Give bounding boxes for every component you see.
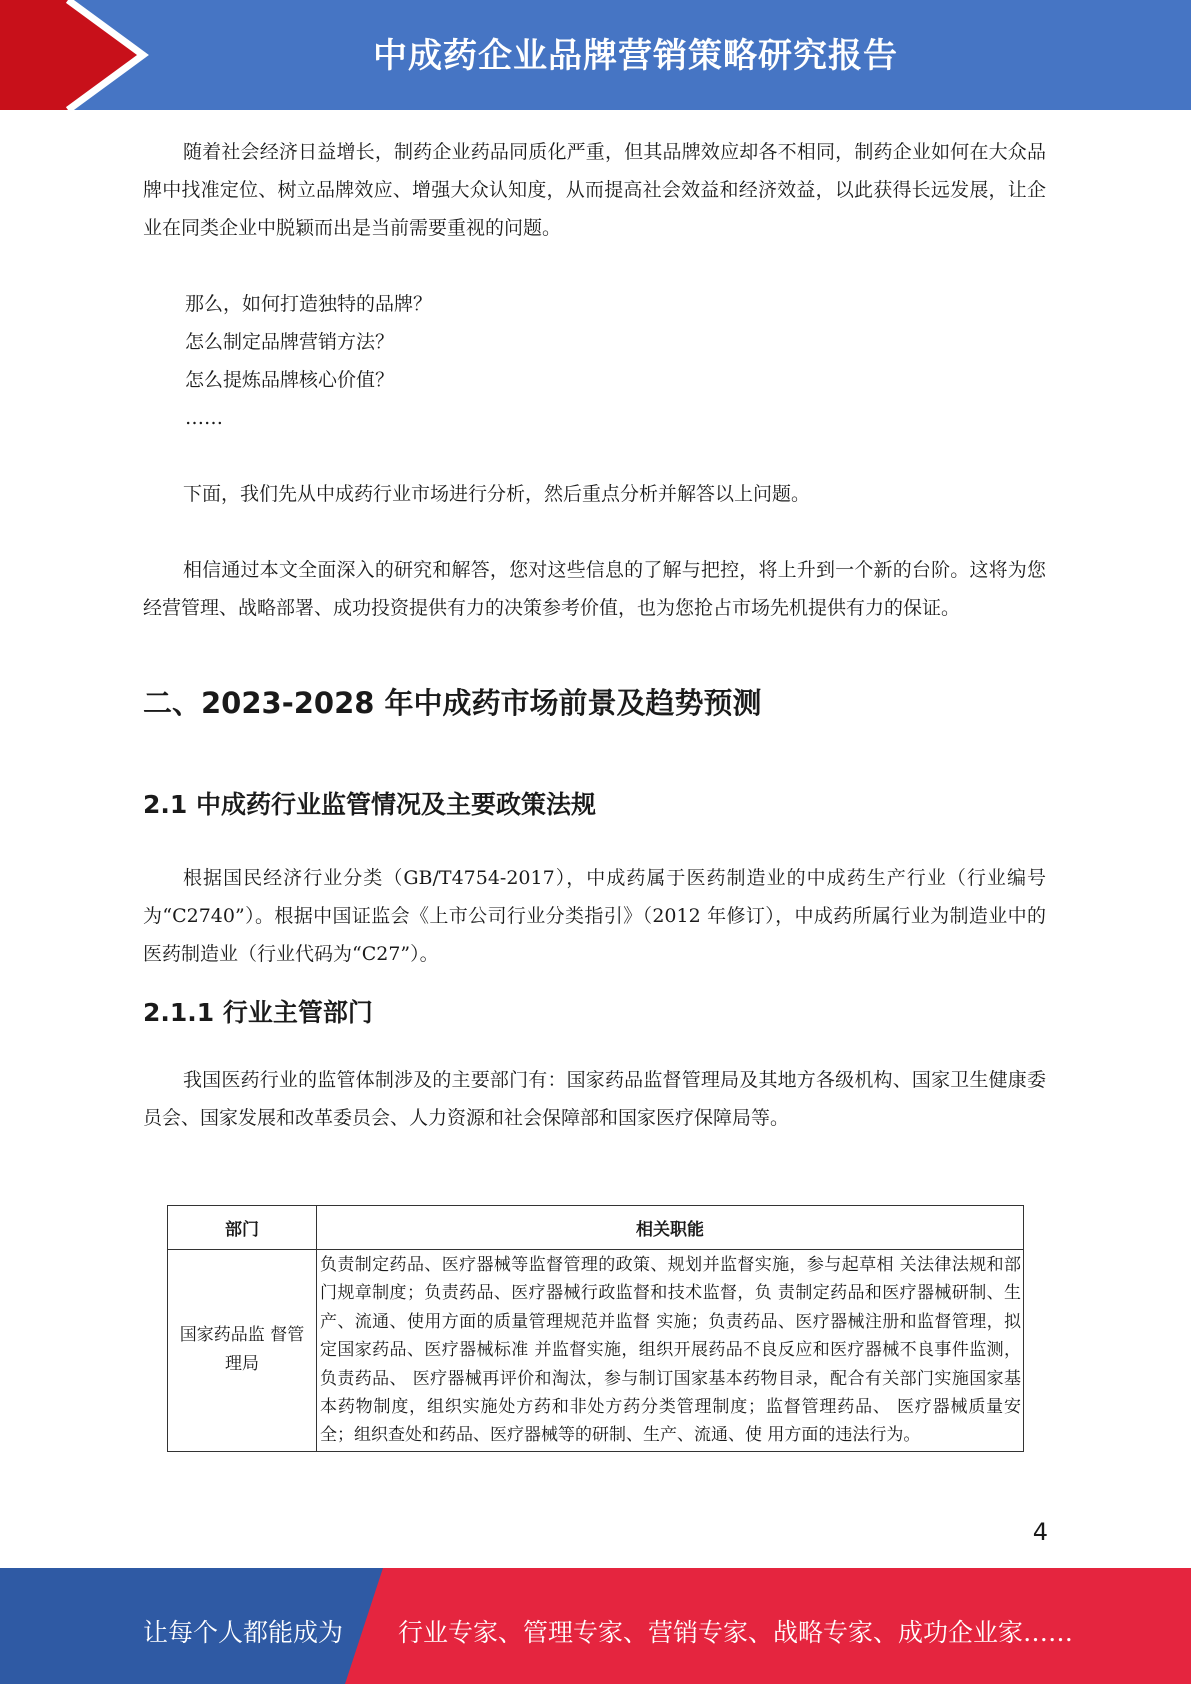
intro-paragraph-1: 随着社会经济日益增长，制药企业药品同质化严重，但其品牌效应却各不相同，制药企业如何在大众品牌中找准定位、树立品牌效应、增强大众认知度，从而提高社会效益和经济效益，以此获得长远发展，让企业在同类企业中脱颖而出是当前需要重视的问题。 (143, 141, 1046, 239)
page-footer (0, 1568, 1191, 1684)
intro-paragraph-2: 下面，我们先从中成药行业市场进行分析，然后重点分析并解答以上问题。 (183, 483, 811, 505)
department-table (167, 1205, 1024, 1452)
column-header-functions: 相关职能 (317, 1206, 1024, 1250)
subsection-2-1-1-paragraph: 我国医药行业的监管体制涉及的主要部门有：国家药品监督管理局及其地方各级机构、国家卫生健康委员会、国家发展和改革委员会、人力资源和社会保障部和国家医疗保障局等。 (143, 1069, 1046, 1129)
page-content (143, 133, 1046, 1137)
page-header (0, 0, 1191, 110)
table-row (168, 1250, 1024, 1452)
table-header-row (168, 1206, 1024, 1250)
header-arrow-decoration (0, 0, 160, 110)
intro-paragraph-3: 相信通过本文全面深入的研究和解答，您对这些信息的了解与把控，将上升到一个新的台阶。这将为您经营管理、战略部署、成功投资提供有力的决策参考价值，也为您抢占市场先机提供有力的保证。 (143, 559, 1046, 619)
footer-slogan-right: 行业专家、管理专家、营销专家、战略专家、成功企业家…… (398, 1618, 1074, 1647)
question-3: 怎么提炼品牌核心价值？ (185, 369, 395, 391)
subsection-heading-2-1: 2.1 中成药行业监管情况及主要政策法规 (143, 790, 596, 819)
question-ellipsis: …… (185, 407, 223, 429)
footer-slogan-left: 让每个人都能成为 (143, 1618, 344, 1647)
subsection-2-1-paragraph: 根据国民经济行业分类（GB/T4754-2017），中成药属于医药制造业的中成药生产行业（行业编号为“C2740”）。根据中国证监会《上市公司行业分类指引》（2012 年修订），中成药所属行业为制造业中的医药制造业（行业代码为“C27”）。 (143, 867, 1046, 965)
cell-functions: 负责制定药品、医疗器械等监督管理的政策、规划并监督实施，参与起草相 关法律法规和部门规章制度；负责药品、医疗器械行政监督和技术监督，负 责制定药品和医疗器械研制、生产、流通、使用方面的质量管理规范并监督 实施；负责药品、医疗器械注册和监督管理，拟定国家药品、医疗器械标准 并监督实施，组织开展药品不良反应和医疗器械不良事件监测，负责药品、 医疗器械再评价和淘汰，参与制订国家基本药物目录，配合有关部门实施国家基本药物制度，组织实施处方药和非处方药分类管理制度；监督管理药品、 医疗器械质量安全；组织查处和药品、医疗器械等的研制、生产、流通、使 用方面的违法行为。 (317, 1250, 1024, 1452)
section-heading: 二、2023-2028 年中成药市场前景及趋势预测 (143, 686, 762, 720)
cell-department: 国家药品监 督管理局 (168, 1250, 317, 1452)
subsection-heading-2-1-1: 2.1.1 行业主管部门 (143, 998, 373, 1027)
question-2: 怎么制定品牌营销方法？ (185, 331, 395, 353)
page-number: 4 (1032, 1518, 1048, 1546)
question-1: 那么，如何打造独特的品牌？ (185, 293, 433, 315)
report-title: 中成药企业品牌营销策略研究报告 (373, 36, 898, 76)
column-header-department: 部门 (168, 1206, 317, 1250)
